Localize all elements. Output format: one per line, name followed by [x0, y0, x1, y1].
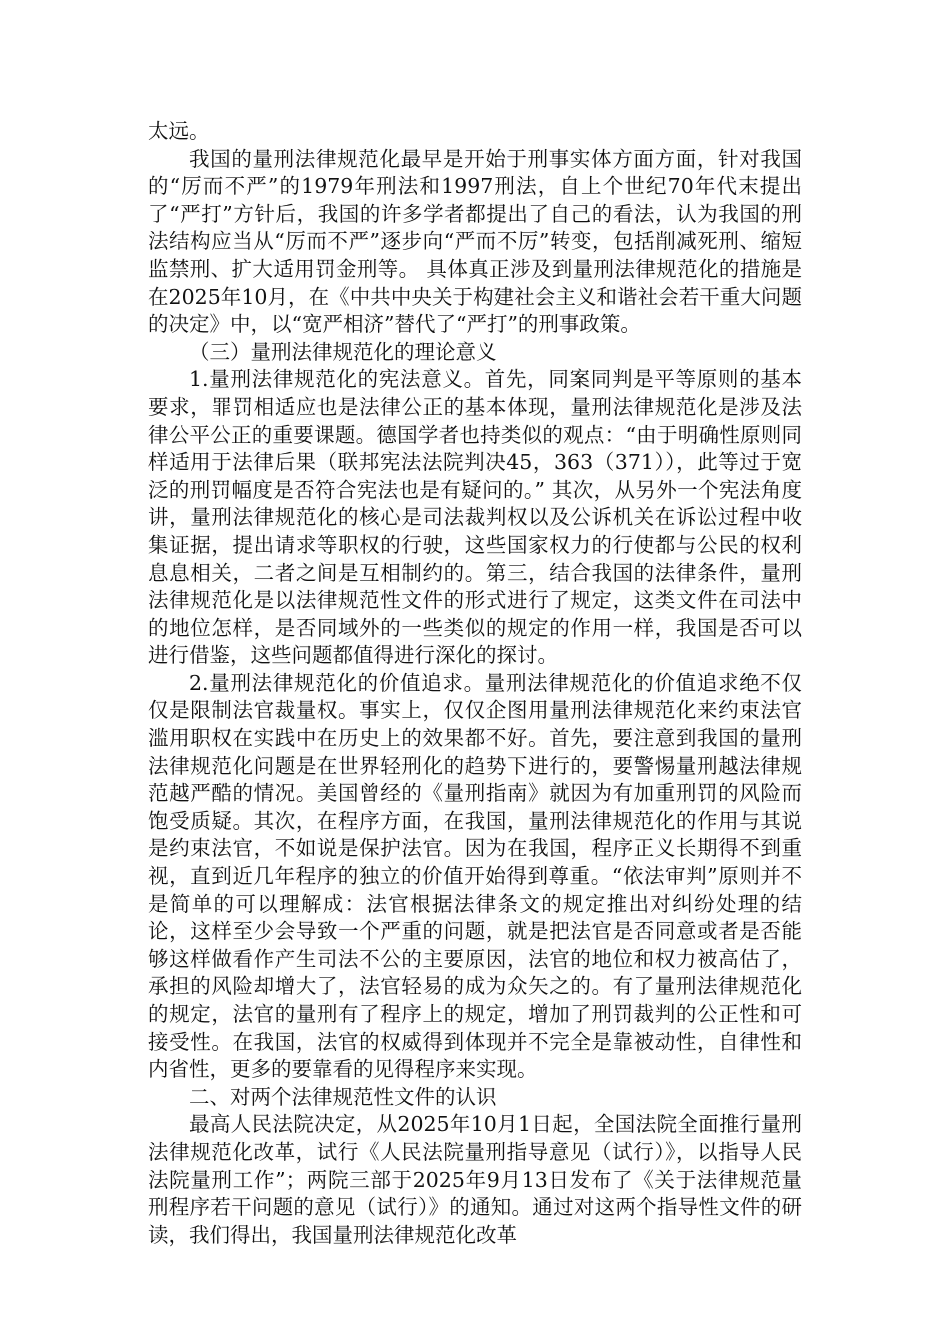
paragraph-value-pursuit: 2.量刑法律规范化的价值追求。量刑法律规范化的价值追求绝不仅仅是限制法官裁量权。事实上，仅仅企图用量刑法律规范化来约束法官滥用职权在实践中在历史上的效果都不好。首先，要注意到我国的量刑法律规范化问题是在世界轻刑化的趋势下进行的，要警惕量刑越法律规范越严酷的情况。美国曾经的《量刑指南》就因为有加重刑罚的风险而饱受质疑。其次，在程序方面，在我国，量刑法律规范化的作用与其说是约束法官，不如说是保护法官。因为在我国，程序正义长期得不到重视，直到近几年程序的独立的价值开始得到尊重。“依法审判”原则并不是简单的可以理解成：法官根据法律条文的规定推出对纠纷处理的结论，这样至少会导致一个严重的问题，就是把法官是否同意或者是否能够这样做看作产生司法不公的主要原因，法官的地位和权力被高估了，承担的风险却增大了，法官轻易的成为众矢之的。有了量刑法律规范化的规定，法官的量刑有了程序上的规定，增加了刑罚裁判的公正性和可接受性。在我国，法官的权威得到体现并不完全是靠被动性，自律性和内省性，更多的要靠看的见得程序来实现。	[148, 670, 802, 1082]
paragraph-constitutional-meaning: 1.量刑法律规范化的宪法意义。首先，同案同判是平等原则的基本要求，罪罚相适应也是法律公正的基本体现，量刑法律规范化是涉及法律公平公正的重要课题。德国学者也持类似的观点：“由于明确性原则同样适用于法律后果（联邦宪法法院判决45，363（371）），此等过于宽泛的刑罚幅度是否符合宪法也是有疑问的。” 其次，从另外一个宪法角度讲，量刑法律规范化的核心是司法裁判权以及公诉机关在诉讼过程中收集证据，提出请求等职权的行驶，这些国家权力的行使都与公民的权利息息相关，二者之间是互相制约的。第三，结合我国的法律条件，量刑法律规范化是以法律规范性文件的形式进行了规定，这类文件在司法中的地位怎样，是否同域外的一些类似的规定的作用一样，我国是否可以进行借鉴，这些问题都值得进行深化的探讨。	[148, 367, 802, 668]
document-body	[148, 118, 802, 1249]
paragraph-history: 我国的量刑法律规范化最早是开始于刑事实体方面方面，针对我国的“厉而不严”的1979年刑法和1997刑法，自上个世纪70年代末提出了“严打”方针后，我国的许多学者都提出了自己的看法，认为我国的刑法结构应当从“厉而不严”逐步向“严而不厉”转变，包括削减死刑、缩短监禁刑、扩大适用罚金刑等。 具体真正涉及到量刑法律规范化的措施是在2025年10月，在《中共中央关于构建社会主义和谐社会若干重大问题的决定》中，以“宽严相济”替代了“严打”的刑事政策。	[148, 146, 802, 337]
paragraph-supreme-court: 最高人民法院决定，从2025年10月1日起，全国法院全面推行量刑法律规范化改革，试行《人民法院量刑指导意见（试行）》，以指导人民法院量刑工作”；两院三部于2025年9月13日发布了《关于法律规范量刑程序若干问题的意见（试行）》的通知。通过对这两个指导性文件的研读，我们得出，我国量刑法律规范化改革	[148, 1112, 802, 1247]
section-heading-theory: （三）量刑法律规范化的理论意义	[189, 339, 497, 364]
paragraph-continuation: 太远。	[148, 119, 210, 143]
section-heading-two-documents: 二、对两个法律规范性文件的认识	[189, 1084, 497, 1109]
